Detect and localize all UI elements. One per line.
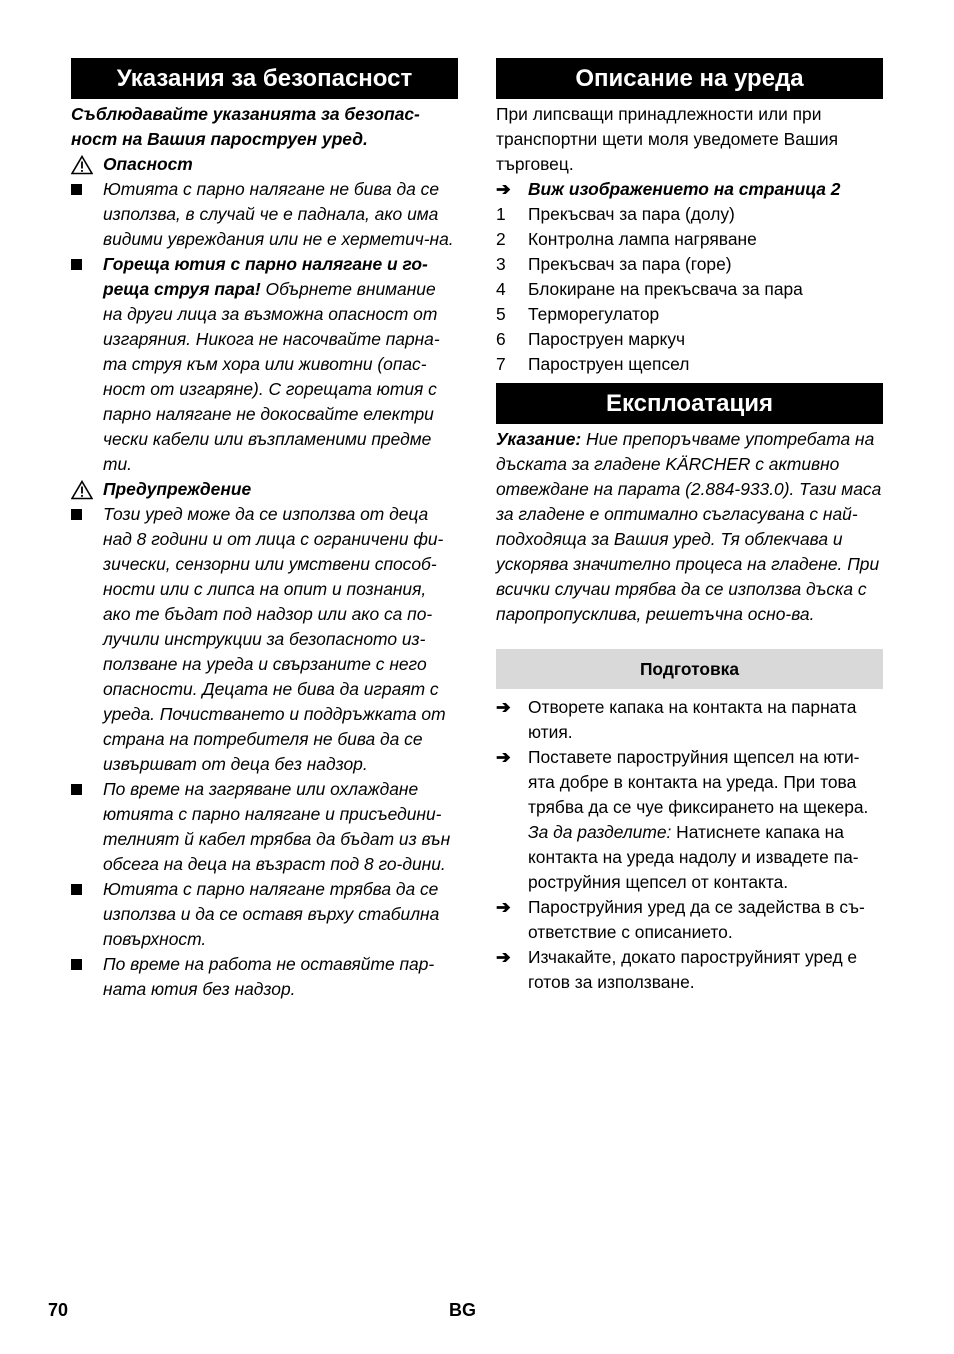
part-item [496, 352, 883, 377]
note-text: Ние препоръчваме употребата на дъската за гладене KÄRCHER с активно отвеждане на парата (2.884-933.0). Тази маса за гладене е оптимално съгласувана с най-подходяща за Вашия уред. Тя облекчава и ускорява значително процеса на гладене. При всички случаи трябва да се използва дъска с паропропусклива, решетъчна осно-ва. [496, 429, 882, 624]
danger-item-text: Обърнете внимание на други лица за възможна опасност от изгаряния. Никога не насочвайте парна-та струя към хора или животни (опас-ност от изгаряне). С горещата ютия с парно налягане не докосвайте електри чески кабели или възпламеними предме ти. [103, 279, 440, 474]
warning-item-text: По време на загряване или охлаждане ютията с парно налягане и присъедини-телният й кабел трябва да бъдат из вън обсега на деца на възраст под 8 го-дини. [103, 779, 451, 874]
part-label: Прекъсвач за пара (горе) [528, 254, 732, 274]
square-bullet-icon [71, 259, 82, 270]
prep-step-text: Поставете пароструйния щепсел на юти-ята добре в контакта на уреда. При това трябва да се чуе фиксирането на щекера. [528, 747, 869, 817]
see-reference [496, 177, 883, 202]
warning-item-text: Ютията с парно налягане трябва да се използва и да се оставя върху стабилна повърхност. [103, 879, 440, 949]
prep-step [496, 745, 883, 895]
part-label: Прекъсвач за пара (долу) [528, 204, 735, 224]
warning-triangle-icon [71, 155, 93, 175]
part-label: Блокиране на прекъсвача за пара [528, 279, 803, 299]
arrow-right-icon: ➔ [496, 179, 511, 199]
danger-item [71, 177, 458, 252]
prep-step-text: Пароструйния уред да се задейства в съ-ответствие с описанието. [528, 897, 865, 942]
prep-step-italic: За да разделите: [528, 822, 672, 842]
arrow-right-icon: ➔ [496, 947, 511, 967]
part-item [496, 277, 883, 302]
warning-item [71, 952, 458, 1002]
part-item [496, 327, 883, 352]
prep-step-rest: Натиснете капака на контакта на уреда надолу и извадете па-роструйния щепсел от контакта. [528, 822, 859, 892]
part-number: 5 [496, 304, 506, 324]
danger-item-bold: Гореща ютия с парно налягане и го-реща струя пара! [103, 254, 428, 299]
arrow-right-icon: ➔ [496, 897, 511, 917]
part-number: 3 [496, 254, 506, 274]
warning-label: Предупреждение [103, 479, 252, 499]
danger-label: Опасност [103, 154, 193, 174]
part-item [496, 252, 883, 277]
part-item [496, 202, 883, 227]
operation-note [496, 427, 883, 627]
danger-heading [71, 152, 458, 177]
page-number: 70 [48, 1300, 69, 1320]
part-label: Терморегулатор [528, 304, 660, 324]
language-code: BG [449, 1300, 476, 1320]
part-number: 6 [496, 329, 506, 349]
part-item [496, 227, 883, 252]
safety-column [71, 58, 458, 1002]
part-item [496, 302, 883, 327]
operation-title: Експлоатация [496, 383, 883, 424]
warning-item-text: По време на работа не оставяйте пар-ната ютия без надзор. [103, 954, 435, 999]
description-intro: При липсващи принадлежности или при транспортни щети моля уведомете Вашия търговец. [496, 104, 838, 174]
safety-title: Указания за безопасност [71, 58, 458, 99]
preparation-title: Подготовка [496, 649, 883, 689]
note-label: Указание: [496, 429, 582, 449]
arrow-right-icon: ➔ [496, 747, 511, 767]
prep-step [496, 695, 883, 745]
square-bullet-icon [71, 884, 82, 895]
warning-item [71, 877, 458, 952]
danger-item [71, 252, 458, 477]
danger-item-text: Ютията с парно налягане не бива да се използва, в случай че е паднала, ако има видими увреждания или не е херметич-на. [103, 179, 454, 249]
part-label: Контролна лампа нагряване [528, 229, 757, 249]
part-number: 2 [496, 229, 506, 249]
prep-step [496, 895, 883, 945]
warning-item-text: Този уред може да се използва от деца над 8 години и от лица с ограничени фи-зически, сензорни или умствени способ-ности или с липса на опит и познания, ако те бъдат под надзор или ако са по-лучили инструкции за безопасното из-ползване на уреда и свързаните с него опасности. Децата не бива да играят с уреда. Почистването и поддръжката от страна на потребителя не бива да се извършват от деца без надзор. [103, 504, 446, 774]
square-bullet-icon [71, 184, 82, 195]
prep-step [496, 945, 883, 995]
prep-step-text: Отворете капака на контакта на парната ютия. [528, 697, 857, 742]
square-bullet-icon [71, 784, 82, 795]
warning-heading [71, 477, 458, 502]
square-bullet-icon [71, 959, 82, 970]
arrow-right-icon: ➔ [496, 697, 511, 717]
description-column [496, 58, 883, 995]
part-label: Пароструен маркуч [528, 329, 686, 349]
prep-step-text: Изчакайте, докато пароструйният уред е готов за използване. [528, 947, 858, 992]
square-bullet-icon [71, 509, 82, 520]
safety-intro: Съблюдавайте указанията за безопас-ност на Вашия пароструен уред. [71, 104, 420, 149]
warning-triangle-icon [71, 480, 93, 500]
warning-item [71, 777, 458, 877]
part-number: 7 [496, 354, 506, 374]
see-reference-text: Виж изображението на страница 2 [528, 179, 841, 199]
description-title: Описание на уреда [496, 58, 883, 99]
part-number: 4 [496, 279, 506, 299]
part-number: 1 [496, 204, 506, 224]
part-label: Пароструен щепсел [528, 354, 690, 374]
warning-item [71, 502, 458, 777]
